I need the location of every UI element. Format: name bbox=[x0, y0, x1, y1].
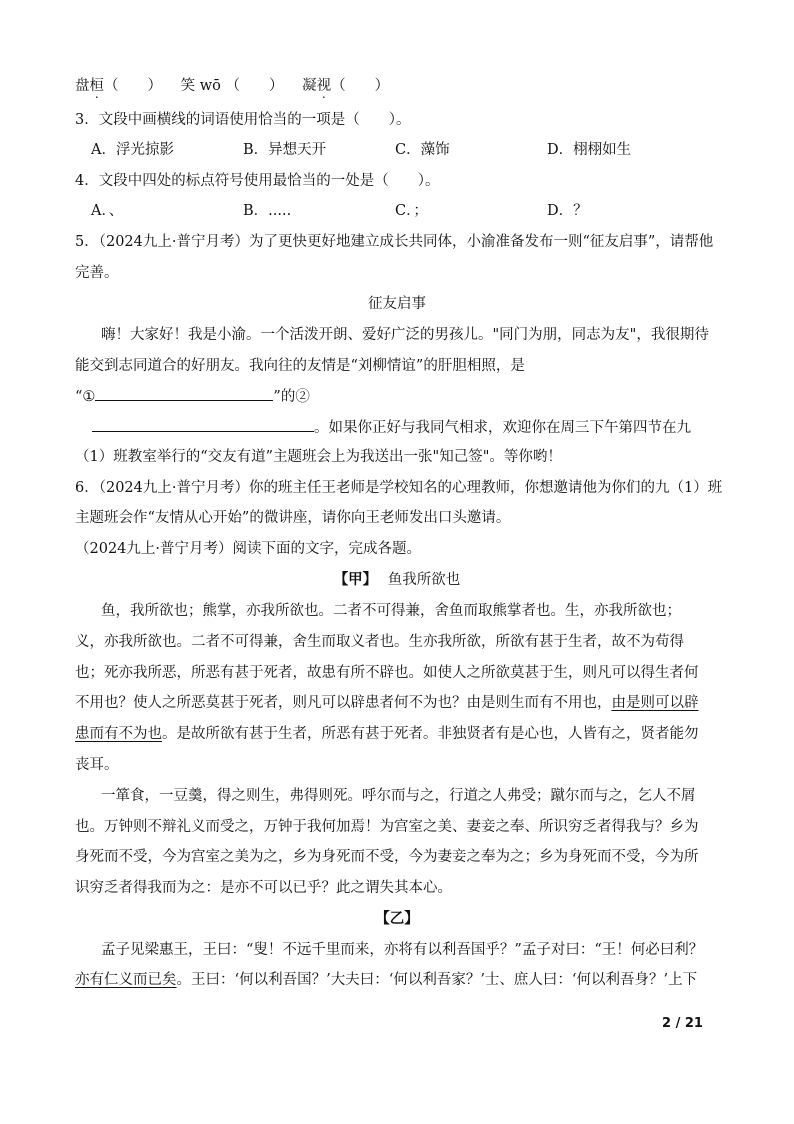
notice-title: 征友启事 bbox=[368, 296, 426, 312]
option-b: B．..... bbox=[243, 203, 292, 219]
option-d: D．？ bbox=[547, 203, 588, 219]
notice-paragraph-line-5: （1）班教室举行的“交友有道”主题班会上为我送出一张"知己签"。等你哟！ bbox=[75, 449, 562, 465]
question-5-line-1: 5．（2024九上·普宁月考）为了更快更好地建立成长共同体，小渝准备发布一则“征友启事”，请帮他 bbox=[75, 234, 714, 250]
word-2: 笑 wō （ ） bbox=[180, 78, 284, 94]
passage-jia-title: 鱼我所欲也 bbox=[387, 572, 461, 588]
notice-paragraph-line-4 bbox=[92, 417, 691, 438]
word-3: 凝视（ ） bbox=[302, 78, 390, 94]
underlined-sentence-yi: 亦有仁义而已矣 bbox=[75, 972, 177, 988]
question-4-stem: 4．文段中四处的标点符号使用最恰当的一处是（ ）。 bbox=[75, 173, 440, 189]
passage-yi-heading: 【乙】 bbox=[375, 910, 419, 927]
notice-paragraph-line-1: 嗨！大家好！我是小渝。一个活泼开朗、爱好广泛的男孩儿。"同门为朋，同志为友"，我很期待 bbox=[101, 327, 709, 343]
jia-line-3: 也；死亦我所恶，所恶有甚于死者，故患有所不辟也。如使人之所欲莫甚于生，则凡可以得生者何 bbox=[75, 665, 699, 681]
jia-line-5: 患而有不为也。是故所欲有甚于生者，所恶有甚于死者。非独贤者有是心也，人皆有之，贤者能勿 bbox=[75, 726, 699, 742]
jia-line-2: 义，亦我所欲也。二者不可得兼，舍生而取义者也。生亦我所欲，所欲有甚于生者，故不为苟得 bbox=[75, 634, 684, 650]
option-a: A．、 bbox=[91, 203, 124, 219]
jia-para2-line-3: 身死而不受，今为宫室之美为之，乡为身死而不受，今为妻妾之奉为之；乡为身死而不受，今为所 bbox=[75, 849, 699, 865]
jia-para2-line-4: 识穷乏者得我而为之：是亦不可以已乎？此之谓失其本心。 bbox=[75, 880, 452, 896]
option-d: D．栩栩如生 bbox=[547, 142, 632, 158]
blank-1-suffix: ”的② bbox=[273, 389, 310, 405]
underlined-sentence-part-2: 患而有不为也 bbox=[75, 726, 162, 742]
question-6-line-2: 主题班会作“友情从心开始”的微讲座，请你向王老师发出口头邀请。 bbox=[75, 510, 511, 526]
word-1: 盘桓（ ） bbox=[75, 78, 162, 94]
yi-line-1: 孟子见梁惠王，王曰：“叟！不远千里而来，亦将有以利吾国乎？”孟子对曰：“王！何必曰利？ bbox=[101, 942, 704, 958]
notice-paragraph-line-2: 能交到志同道合的好朋友。我向往的友情是“刘柳情谊”的肝胆相照，是 bbox=[75, 358, 525, 374]
yi-line-2: 亦有仁义而已矣。王曰：‘何以利吾国？’大夫曰：‘何以利吾家？’士、庶人曰：‘何以利吾身？’上下 bbox=[75, 972, 698, 988]
jia-line-4: 不用也？使人之所恶莫甚于死者，则凡可以辟患者何不为也？由是则生而有不用也，由是则可以辟 bbox=[75, 695, 699, 711]
underlined-sentence-part-1: 由是则可以辟 bbox=[611, 695, 699, 711]
notice-blank-line bbox=[75, 386, 310, 407]
option-c: C．； bbox=[395, 203, 428, 219]
option-a: A．浮光掠影 bbox=[91, 142, 174, 158]
notice-text-after-blank: 。如果你正好与我同气相求，欢迎你在周三下午第四节在九 bbox=[314, 420, 691, 436]
blank-1-prefix: “① bbox=[75, 389, 96, 405]
option-c: C．藻饰 bbox=[395, 142, 450, 158]
question-3-stem: 3．文段中画横线的词语使用恰当的一项是（ ）。 bbox=[75, 112, 411, 128]
blank-1[interactable] bbox=[95, 386, 273, 401]
jia-para2-line-2: 也。万钟则不辩礼义而受之，万钟于我何加焉！为宫室之美、妻妾之奉、所识穷乏者得我与？乡为 bbox=[75, 819, 699, 835]
jia-para2-line-1: 一箪食，一豆羹，得之则生，弗得则死。呼尔而与之，行道之人弗受；蹴尔而与之，乞人不屑 bbox=[101, 788, 696, 804]
question-2-word-line bbox=[75, 76, 389, 96]
question-6-line-1: 6．（2024九上·普宁月考）你的班主任王老师是学校知名的心理教师，你想邀请他为你们的九（1）班 bbox=[75, 480, 723, 496]
option-b: B．异想天开 bbox=[243, 142, 327, 158]
page-number: 2 / 21 bbox=[662, 1016, 703, 1031]
passage-jia-heading bbox=[0, 570, 794, 590]
blank-2[interactable] bbox=[92, 417, 314, 432]
passage-jia-label: 【甲】 bbox=[333, 571, 378, 588]
reading-intro: （2024九上·普宁月考）阅读下面的文字，完成各题。 bbox=[75, 541, 422, 557]
jia-line-1: 鱼，我所欲也；熊掌，亦我所欲也。二者不可得兼，舍鱼而取熊掌者也。生，亦我所欲也； bbox=[101, 603, 681, 619]
question-5-line-2: 完善。 bbox=[75, 265, 119, 281]
jia-line-6: 丧耳。 bbox=[75, 757, 119, 773]
